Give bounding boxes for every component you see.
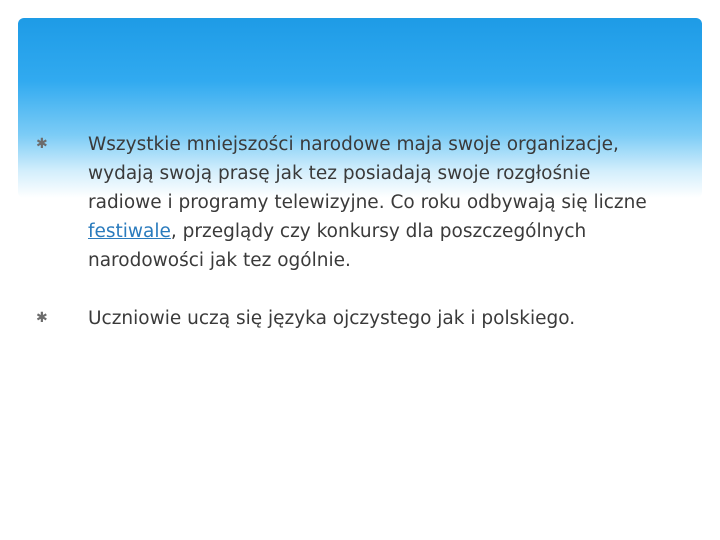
bullet-item	[36, 130, 656, 275]
bullet-text-part: Wszystkie mniejszości narodowe maja swoje organizacje, wydają swoją prasę jak tez posiadają swoje rozgłośnie radiowe i programy telewizyjne. Co roku odbywają się liczne	[88, 134, 647, 213]
bullet-text-part: , przeglądy czy konkursy dla poszczególnych narodowości jak tez ogólnie.	[88, 221, 587, 271]
bullet-text: Uczniowie uczą się języka ojczystego jak i polskiego.	[88, 308, 576, 329]
asterisk-bullet-icon: ✱	[36, 136, 48, 152]
festiwale-link[interactable]: festiwale	[88, 221, 171, 242]
slide-body	[36, 130, 656, 333]
asterisk-bullet-icon: ✱	[36, 310, 48, 326]
bullet-item	[36, 304, 656, 333]
